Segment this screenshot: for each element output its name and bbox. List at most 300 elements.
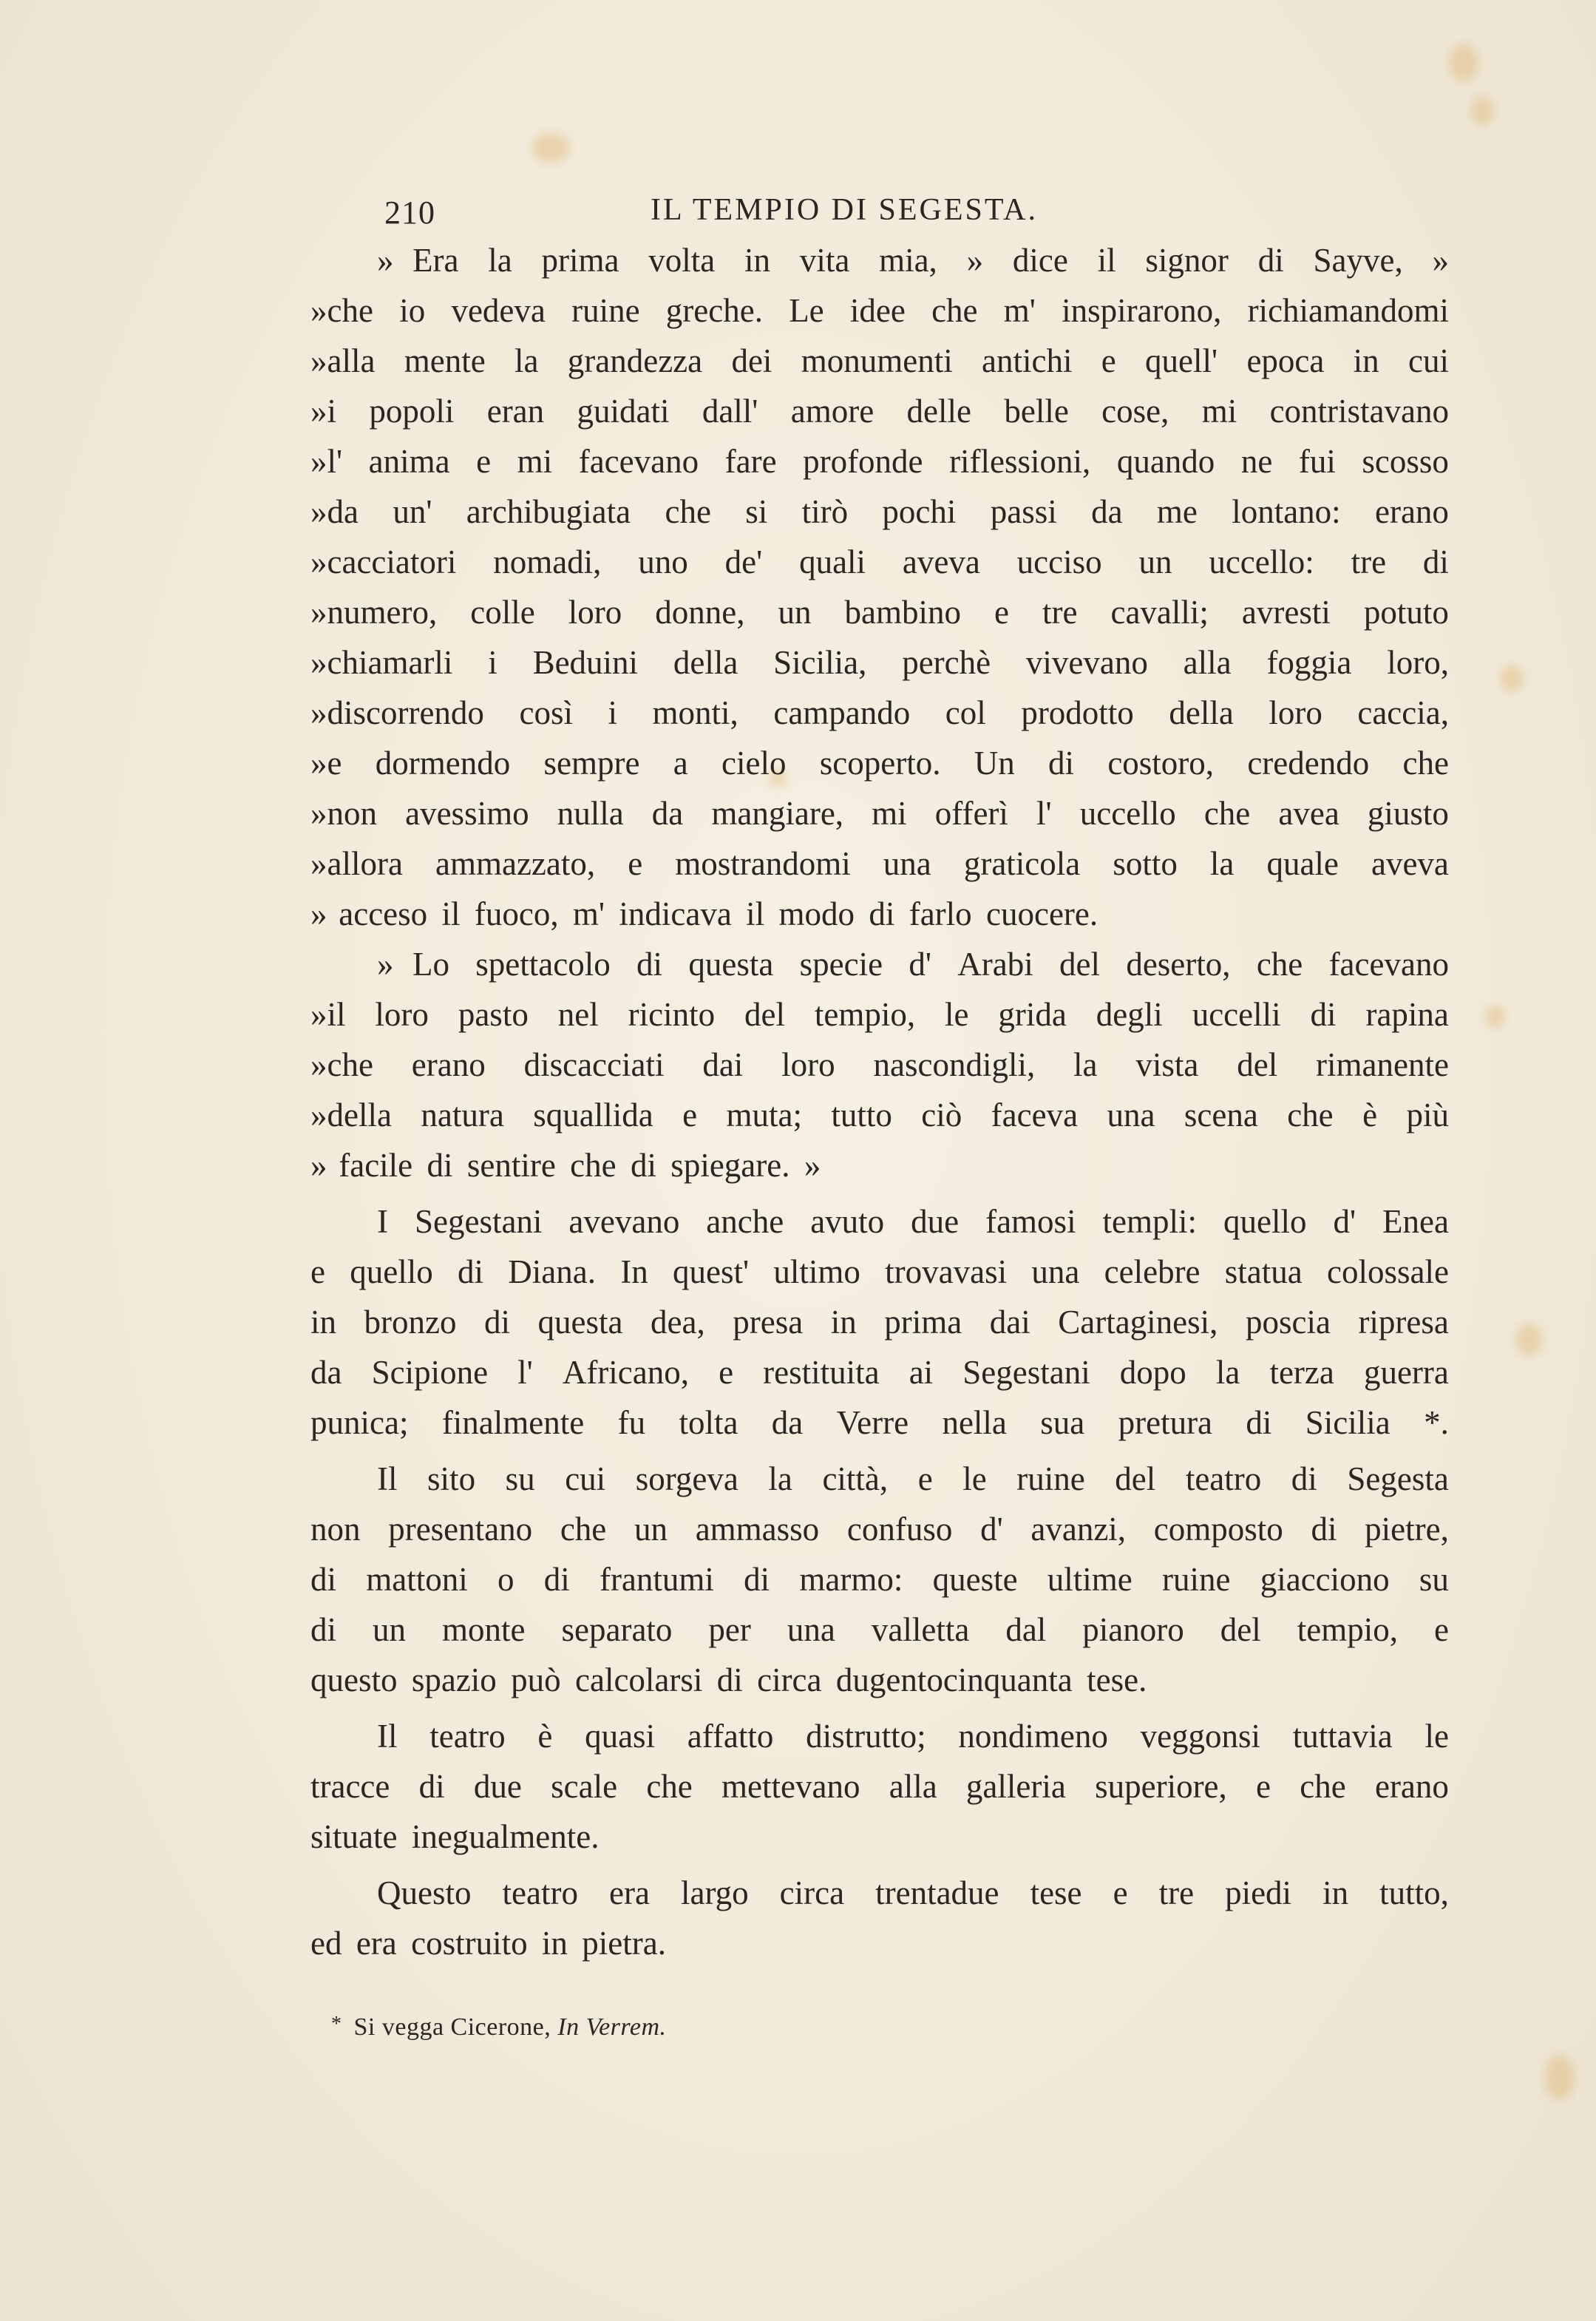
word: idee bbox=[849, 292, 906, 329]
line-words bbox=[327, 694, 1450, 732]
word: templi: bbox=[1102, 1203, 1198, 1240]
word: bronzo bbox=[364, 1304, 457, 1341]
word: della bbox=[327, 1097, 392, 1134]
word: Un bbox=[974, 745, 1015, 782]
word: più bbox=[1406, 1097, 1449, 1134]
word: si bbox=[745, 493, 768, 530]
word: scena bbox=[1184, 1097, 1258, 1134]
word: ai bbox=[909, 1354, 934, 1391]
word: il bbox=[327, 996, 346, 1033]
word: su bbox=[505, 1460, 535, 1497]
text-line bbox=[310, 342, 1449, 392]
word: della bbox=[1169, 694, 1234, 731]
word: » bbox=[1432, 242, 1449, 279]
word: e bbox=[1101, 342, 1116, 379]
text-line bbox=[310, 844, 1449, 895]
word: mi bbox=[1201, 393, 1237, 430]
word: queste bbox=[932, 1561, 1018, 1598]
word: ricinto bbox=[628, 996, 716, 1033]
word: Segestani bbox=[414, 1203, 543, 1240]
word: scosso bbox=[1362, 443, 1449, 480]
word: circa bbox=[779, 1874, 845, 1911]
quote-mark: » bbox=[310, 393, 327, 430]
word: squallida bbox=[533, 1097, 653, 1134]
word: passi bbox=[990, 493, 1057, 530]
word: nella bbox=[942, 1404, 1007, 1441]
foxing-stain bbox=[1515, 1324, 1542, 1356]
word: mostrandomi bbox=[675, 845, 851, 882]
word: tolta bbox=[679, 1404, 738, 1441]
line-words: acceso il fuoco, m' indicava il modo di farlo cuocere. bbox=[339, 895, 1098, 932]
word: aveva bbox=[902, 543, 980, 580]
word: monte bbox=[442, 1611, 526, 1648]
quote-mark: » bbox=[310, 845, 327, 882]
word: numero, bbox=[327, 594, 438, 631]
word: dormendo bbox=[375, 745, 511, 782]
word: i bbox=[608, 694, 618, 731]
word: pochi bbox=[882, 493, 957, 530]
foxing-stain bbox=[1471, 96, 1493, 126]
word: ucciso bbox=[1016, 543, 1102, 580]
word: avanzi, bbox=[1030, 1511, 1127, 1548]
word: aveva bbox=[1371, 845, 1449, 882]
word: da bbox=[327, 493, 359, 530]
word: l' bbox=[1036, 795, 1052, 832]
word: me bbox=[1156, 493, 1198, 530]
word: scale bbox=[551, 1768, 618, 1805]
word: Diana. bbox=[508, 1253, 596, 1290]
word: tre bbox=[1158, 1874, 1195, 1911]
word: quell' bbox=[1145, 342, 1218, 379]
word: anche bbox=[706, 1203, 784, 1240]
quote-mark: » bbox=[310, 694, 327, 731]
word: d' bbox=[980, 1511, 1003, 1548]
word: fu bbox=[617, 1404, 646, 1441]
line-words bbox=[327, 643, 1450, 682]
quote-mark: » bbox=[310, 342, 327, 379]
word: ultime bbox=[1047, 1561, 1133, 1598]
word: Il bbox=[377, 1460, 398, 1497]
word: pasto bbox=[458, 996, 529, 1033]
word: confuso bbox=[846, 1511, 953, 1548]
quote-mark: » bbox=[310, 795, 327, 832]
word: chiamarli bbox=[327, 644, 453, 681]
foxing-stain bbox=[1545, 2056, 1575, 2100]
word: che bbox=[1402, 745, 1449, 782]
line-words bbox=[327, 995, 1450, 1034]
word: avuto bbox=[810, 1203, 885, 1240]
text-line bbox=[310, 543, 1449, 593]
line-words bbox=[327, 844, 1450, 883]
word: popoli bbox=[369, 393, 455, 430]
text-line bbox=[310, 945, 1449, 995]
word: di bbox=[310, 1561, 337, 1598]
word: Cartaginesi, bbox=[1058, 1304, 1218, 1341]
word: superiore, bbox=[1095, 1768, 1227, 1805]
word: l' bbox=[327, 443, 343, 480]
word: Arabi bbox=[957, 946, 1033, 983]
foxing-stain bbox=[1501, 665, 1523, 692]
word: dei bbox=[731, 342, 772, 379]
word: quasi bbox=[585, 1718, 656, 1755]
text-line bbox=[310, 1874, 1449, 1924]
word: che bbox=[931, 292, 978, 329]
text-line bbox=[310, 694, 1449, 744]
word: io bbox=[399, 292, 426, 329]
word: uccello: bbox=[1209, 543, 1314, 580]
word: del bbox=[1237, 1046, 1278, 1083]
line-words bbox=[327, 342, 1450, 380]
word: loro, bbox=[1387, 644, 1449, 681]
quote-mark: » bbox=[310, 292, 327, 329]
word: quando bbox=[1116, 443, 1215, 480]
body-text bbox=[310, 241, 1449, 1974]
word: poscia bbox=[1245, 1304, 1331, 1341]
word: di bbox=[484, 1304, 511, 1341]
word: nascondigli, bbox=[873, 1046, 1036, 1083]
word: teatro bbox=[502, 1874, 578, 1911]
word: faceva bbox=[991, 1097, 1079, 1134]
word: separato bbox=[561, 1611, 673, 1648]
word: una bbox=[1031, 1253, 1080, 1290]
word: cavalli; bbox=[1110, 594, 1209, 631]
word: tutto bbox=[831, 1097, 892, 1134]
word: che bbox=[1287, 1097, 1334, 1134]
word: loro bbox=[781, 1046, 835, 1083]
word: quest' bbox=[673, 1253, 750, 1290]
word: da bbox=[771, 1404, 804, 1441]
word: avevano bbox=[568, 1203, 680, 1240]
word: statua bbox=[1224, 1253, 1303, 1290]
running-title: IL TEMPIO DI SEGESTA. bbox=[651, 193, 1038, 227]
word: una bbox=[787, 1611, 835, 1648]
line-words bbox=[327, 492, 1450, 531]
word: e bbox=[628, 845, 643, 882]
word: archibugiata bbox=[466, 493, 631, 530]
word: richiamandomi bbox=[1247, 292, 1449, 329]
word: Africano, bbox=[562, 1354, 689, 1391]
word: col bbox=[945, 694, 986, 731]
word: donne, bbox=[655, 594, 745, 631]
word: Verre bbox=[836, 1404, 909, 1441]
word: greche. bbox=[665, 292, 763, 329]
line-words bbox=[327, 593, 1450, 631]
word: tempio, bbox=[814, 996, 916, 1033]
word: pianoro bbox=[1082, 1611, 1184, 1648]
word: loro bbox=[568, 594, 622, 631]
word: *. bbox=[1424, 1404, 1449, 1441]
word: vedeva bbox=[451, 292, 546, 329]
footnote-text: Si vegga Cicerone, bbox=[353, 2013, 551, 2041]
text-line bbox=[310, 895, 1449, 945]
word: discorrendo bbox=[327, 694, 484, 731]
word: bambino bbox=[844, 594, 961, 631]
word: pietre, bbox=[1365, 1511, 1449, 1548]
word: amore bbox=[790, 393, 875, 430]
word: giacciono bbox=[1260, 1561, 1390, 1598]
word: la bbox=[768, 1460, 792, 1497]
word: dopo bbox=[1119, 1354, 1186, 1391]
text-line bbox=[310, 1303, 1449, 1353]
word: m' bbox=[1003, 292, 1036, 329]
word: campando bbox=[773, 694, 911, 731]
footnote-citation: In Verrem. bbox=[557, 2013, 667, 2041]
foxing-stain bbox=[1449, 44, 1478, 81]
word: erano bbox=[1374, 1768, 1449, 1805]
word: in bbox=[1322, 1874, 1349, 1911]
word: uno bbox=[638, 543, 688, 580]
line-words bbox=[327, 291, 1450, 330]
word: dall' bbox=[702, 393, 758, 430]
word: ruine bbox=[571, 292, 640, 329]
quote-mark: » bbox=[310, 594, 327, 631]
word: mia, bbox=[879, 242, 937, 279]
word: ne bbox=[1240, 443, 1273, 480]
word: galleria bbox=[965, 1768, 1066, 1805]
word: inspirarono, bbox=[1062, 292, 1222, 329]
word: di bbox=[1422, 543, 1449, 580]
text-line bbox=[310, 1817, 1449, 1868]
word: scoperto. bbox=[819, 745, 941, 782]
word: e bbox=[310, 1253, 325, 1290]
word: prima bbox=[884, 1304, 962, 1341]
word: ultimo bbox=[773, 1253, 860, 1290]
word: Scipione bbox=[371, 1354, 489, 1391]
word: due bbox=[473, 1768, 522, 1805]
word: alla bbox=[327, 342, 376, 379]
word: ripresa bbox=[1358, 1304, 1449, 1341]
word: Questo bbox=[377, 1874, 472, 1911]
word: credendo bbox=[1247, 745, 1370, 782]
word: che bbox=[1300, 1768, 1346, 1805]
word: un bbox=[634, 1511, 668, 1548]
word: a bbox=[673, 745, 688, 782]
word: di bbox=[310, 1611, 337, 1648]
word: valletta bbox=[871, 1611, 970, 1648]
word: una bbox=[883, 845, 931, 882]
word: in bbox=[744, 242, 771, 279]
word: Lo bbox=[412, 946, 449, 983]
text-line bbox=[310, 995, 1449, 1046]
word: foggia bbox=[1266, 644, 1352, 681]
word: che bbox=[665, 493, 711, 530]
word: teatro bbox=[429, 1718, 506, 1755]
line-words bbox=[327, 442, 1450, 481]
quote-mark: » bbox=[377, 242, 394, 279]
word: che bbox=[646, 1768, 693, 1805]
word: finalmente bbox=[441, 1404, 585, 1441]
word: d' bbox=[909, 946, 931, 983]
quote-mark: » bbox=[310, 745, 327, 782]
line-words bbox=[327, 543, 1450, 581]
word: sorgeva bbox=[635, 1460, 738, 1497]
word: terza bbox=[1269, 1354, 1334, 1391]
text-line bbox=[310, 1661, 1449, 1711]
word: che bbox=[327, 1046, 373, 1083]
word: ruine bbox=[1016, 1460, 1085, 1497]
word: quello bbox=[1223, 1203, 1307, 1240]
word: così bbox=[519, 694, 573, 731]
word: e bbox=[1113, 1874, 1128, 1911]
word: vivevano bbox=[1025, 644, 1148, 681]
word: guidati bbox=[577, 393, 670, 430]
text-line bbox=[310, 1096, 1449, 1146]
line-words: questo spazio può calcolarsi di circa dugentocinquanta tese. bbox=[310, 1661, 1147, 1698]
word: restituita bbox=[763, 1354, 880, 1391]
word: dai bbox=[989, 1304, 1030, 1341]
word: e bbox=[917, 1460, 933, 1497]
word: nondimeno bbox=[958, 1718, 1108, 1755]
word: erano bbox=[1375, 493, 1449, 530]
word: e bbox=[682, 1097, 698, 1134]
word: uccello bbox=[1079, 795, 1176, 832]
word: rimanente bbox=[1316, 1046, 1449, 1083]
word: vista bbox=[1135, 1046, 1199, 1083]
word: Segesta bbox=[1347, 1460, 1449, 1497]
word: tre bbox=[1042, 594, 1078, 631]
word: non bbox=[327, 795, 377, 832]
word: cui bbox=[565, 1460, 606, 1497]
text-line bbox=[310, 1924, 1449, 1974]
word: che bbox=[1203, 795, 1251, 832]
word: affatto bbox=[687, 1718, 774, 1755]
foxing-stain bbox=[1486, 1006, 1505, 1028]
word: uccelli bbox=[1192, 996, 1281, 1033]
word: perchè bbox=[902, 644, 991, 681]
word: del bbox=[1220, 1611, 1261, 1648]
word: ammasso bbox=[695, 1511, 820, 1548]
word: la bbox=[515, 342, 539, 379]
word: grandezza bbox=[567, 342, 703, 379]
word: di bbox=[1257, 242, 1284, 279]
word: e bbox=[719, 1354, 734, 1391]
word: sempre bbox=[543, 745, 640, 782]
word: non bbox=[310, 1511, 361, 1548]
word: e bbox=[476, 443, 492, 480]
word: potuto bbox=[1363, 594, 1449, 631]
word: veggonsi bbox=[1140, 1718, 1261, 1755]
text-line bbox=[310, 392, 1449, 442]
line-words bbox=[327, 794, 1450, 833]
word: monumenti bbox=[801, 342, 953, 379]
word: fare bbox=[724, 443, 777, 480]
word: ciò bbox=[921, 1097, 962, 1134]
word: di bbox=[744, 1561, 770, 1598]
word: avessimo bbox=[405, 795, 529, 832]
word: una bbox=[1107, 1097, 1155, 1134]
word: di bbox=[1310, 996, 1337, 1033]
word: in bbox=[830, 1304, 857, 1341]
word: muta; bbox=[726, 1097, 802, 1134]
word: e bbox=[1256, 1768, 1271, 1805]
word: l' bbox=[517, 1354, 533, 1391]
word: pretura bbox=[1118, 1404, 1213, 1441]
text-line bbox=[310, 794, 1449, 844]
word: cielo bbox=[721, 745, 787, 782]
line-words bbox=[327, 392, 1450, 430]
word: loro bbox=[375, 996, 429, 1033]
text-line bbox=[310, 1510, 1449, 1560]
word: grida bbox=[998, 996, 1067, 1033]
word: le bbox=[962, 1460, 987, 1497]
word: facevano bbox=[578, 443, 699, 480]
word: erano bbox=[411, 1046, 486, 1083]
word: di bbox=[458, 1253, 484, 1290]
word: la bbox=[488, 242, 512, 279]
word: è bbox=[1362, 1097, 1378, 1134]
text-line bbox=[310, 492, 1449, 543]
word: deserto, bbox=[1126, 946, 1231, 983]
quote-mark: » bbox=[310, 1147, 327, 1184]
word: quale bbox=[1266, 845, 1339, 882]
quote-mark: » bbox=[310, 895, 327, 932]
word: che bbox=[327, 292, 373, 329]
word: » bbox=[966, 242, 984, 279]
text-line bbox=[310, 1717, 1449, 1767]
word: in bbox=[1353, 342, 1379, 379]
line-words: ed era costruito in pietra. bbox=[310, 1925, 666, 1962]
word: antichi bbox=[982, 342, 1073, 379]
word: punica; bbox=[310, 1404, 409, 1441]
line-words bbox=[327, 1096, 1450, 1134]
word: dice bbox=[1012, 242, 1068, 279]
word: delle bbox=[906, 393, 971, 430]
word: del bbox=[1115, 1460, 1156, 1497]
quote-mark: » bbox=[310, 644, 327, 681]
word: tre bbox=[1351, 543, 1387, 580]
word: prodotto bbox=[1021, 694, 1134, 731]
word: tracce bbox=[310, 1768, 390, 1805]
text-line bbox=[310, 744, 1449, 794]
word: questa bbox=[537, 1304, 623, 1341]
word: tese bbox=[1030, 1874, 1082, 1911]
word: vita bbox=[799, 242, 850, 279]
word: Beduini bbox=[532, 644, 639, 681]
word: cose, bbox=[1101, 393, 1169, 430]
word: eran bbox=[486, 393, 545, 430]
word: composto bbox=[1153, 1511, 1283, 1548]
word: da bbox=[310, 1354, 342, 1391]
text-line bbox=[310, 1560, 1449, 1610]
word: tutto, bbox=[1379, 1874, 1449, 1911]
word: mettevano bbox=[721, 1768, 860, 1805]
word: d' bbox=[1333, 1203, 1356, 1240]
word: della bbox=[673, 644, 738, 681]
text-line bbox=[310, 643, 1449, 694]
word: Le bbox=[789, 292, 824, 329]
word: marmo: bbox=[799, 1561, 903, 1598]
word: tempio, bbox=[1297, 1611, 1398, 1648]
word: del bbox=[1059, 946, 1101, 983]
quote-mark: » bbox=[310, 996, 327, 1033]
word: distrutto; bbox=[806, 1718, 926, 1755]
word: colle bbox=[470, 594, 535, 631]
text-line bbox=[310, 1253, 1449, 1303]
word: nomadi, bbox=[493, 543, 602, 580]
word: le bbox=[945, 996, 969, 1033]
word: sito bbox=[427, 1460, 476, 1497]
word: che bbox=[1256, 946, 1303, 983]
quote-mark: » bbox=[310, 493, 327, 530]
word: presentano bbox=[388, 1511, 533, 1548]
word: celebre bbox=[1104, 1253, 1201, 1290]
word: ruine bbox=[1162, 1561, 1231, 1598]
word: avresti bbox=[1241, 594, 1331, 631]
line-words bbox=[327, 1046, 1450, 1084]
word: mangiare, bbox=[711, 795, 844, 832]
line-words bbox=[412, 945, 1449, 983]
word: caccia, bbox=[1357, 694, 1449, 731]
